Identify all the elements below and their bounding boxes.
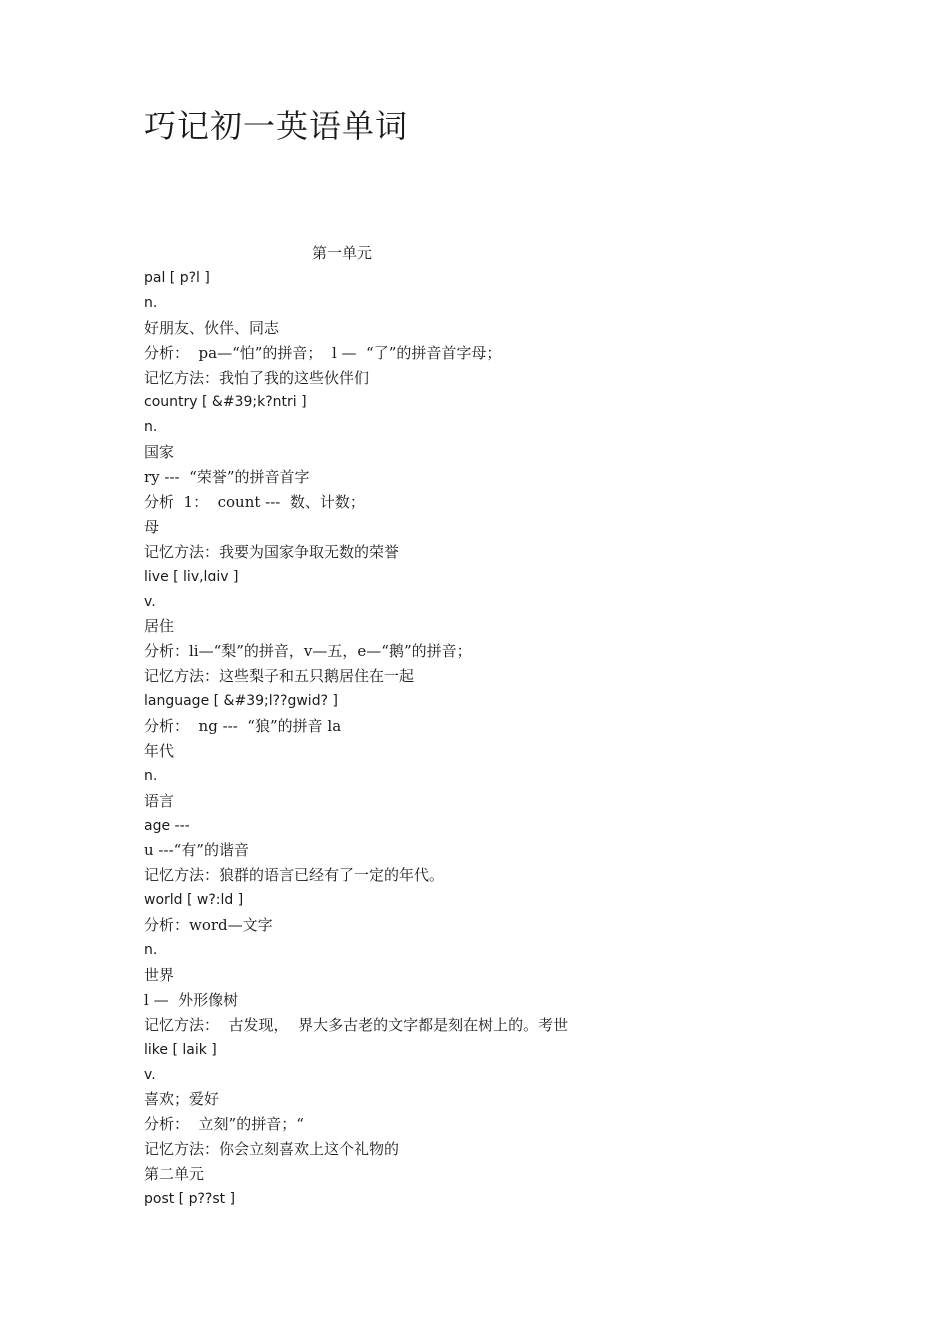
text-line: 记忆方法：我要为国家争取无数的荣誉 (144, 542, 400, 561)
text-line: 分析：li—“梨”的拼音，v—五，e—“鹅”的拼音； (144, 642, 472, 661)
text-line: 喜欢；爱好 (144, 1090, 220, 1109)
text-line: 国家 (144, 443, 175, 462)
text-line: world [ w?:ld ] (144, 892, 244, 909)
text-line: 分析： ng --- “狼”的拼音 la (144, 717, 342, 736)
text-line: 第二单元 (144, 1165, 205, 1184)
text-line: 居住 (144, 617, 175, 636)
text-line: post [ p??st ] (144, 1190, 236, 1207)
text-line: n. (144, 767, 158, 784)
text-line: n. (144, 294, 158, 311)
text-line: ry --- “荣誉”的拼音首字 (144, 468, 310, 487)
unit-heading: 第一单元 (312, 244, 373, 262)
text-line: 记忆方法：我怕了我的这些伙伴们 (144, 368, 370, 387)
text-line: v. (144, 1066, 156, 1083)
text-line: 分析： 立刻”的拼音；“ (144, 1115, 304, 1134)
text-line: v. (144, 593, 156, 610)
text-line: 好朋友、伙伴、同志 (144, 318, 280, 337)
text-line: live [ liv,lɑiv ] (144, 568, 239, 585)
vocabulary-lines (144, 266, 844, 1212)
text-line: n. (144, 419, 158, 436)
text-line: l — 外形像树 (144, 990, 239, 1009)
text-line: 世界 (144, 965, 175, 984)
text-line: 记忆方法： 古发现， 界大多古老的文字都是刻在树上的。考世 (144, 1015, 569, 1034)
text-line: 年代 (144, 741, 175, 760)
text-line: 语言 (144, 791, 175, 810)
text-line: like [ laik ] (144, 1041, 217, 1058)
text-line: age --- (144, 817, 190, 834)
text-line: n. (144, 942, 158, 959)
text-line: country [ &#39;k?ntri ] (144, 394, 307, 411)
document-title: 巧记初一英语单词 (144, 107, 409, 145)
text-line: 记忆方法：狼群的语言已经有了一定的年代。 (144, 866, 445, 885)
text-line: pal [ p?l ] (144, 270, 210, 286)
text-line: u ---“有”的谐音 (144, 841, 249, 860)
text-line: 分析：word—文字 (144, 916, 273, 935)
text-line: 记忆方法：你会立刻喜欢上这个礼物的 (144, 1140, 400, 1159)
text-line: language [ &#39;l??gwid? ] (144, 693, 338, 710)
text-line: 分析： pa—“怕”的拼音； l — “了”的拼音首字母； (144, 343, 502, 362)
text-line: 分析 1： count --- 数、计数； (144, 493, 365, 512)
text-line: 母 (144, 517, 160, 536)
text-line: 记忆方法：这些梨子和五只鹅居住在一起 (144, 667, 415, 686)
